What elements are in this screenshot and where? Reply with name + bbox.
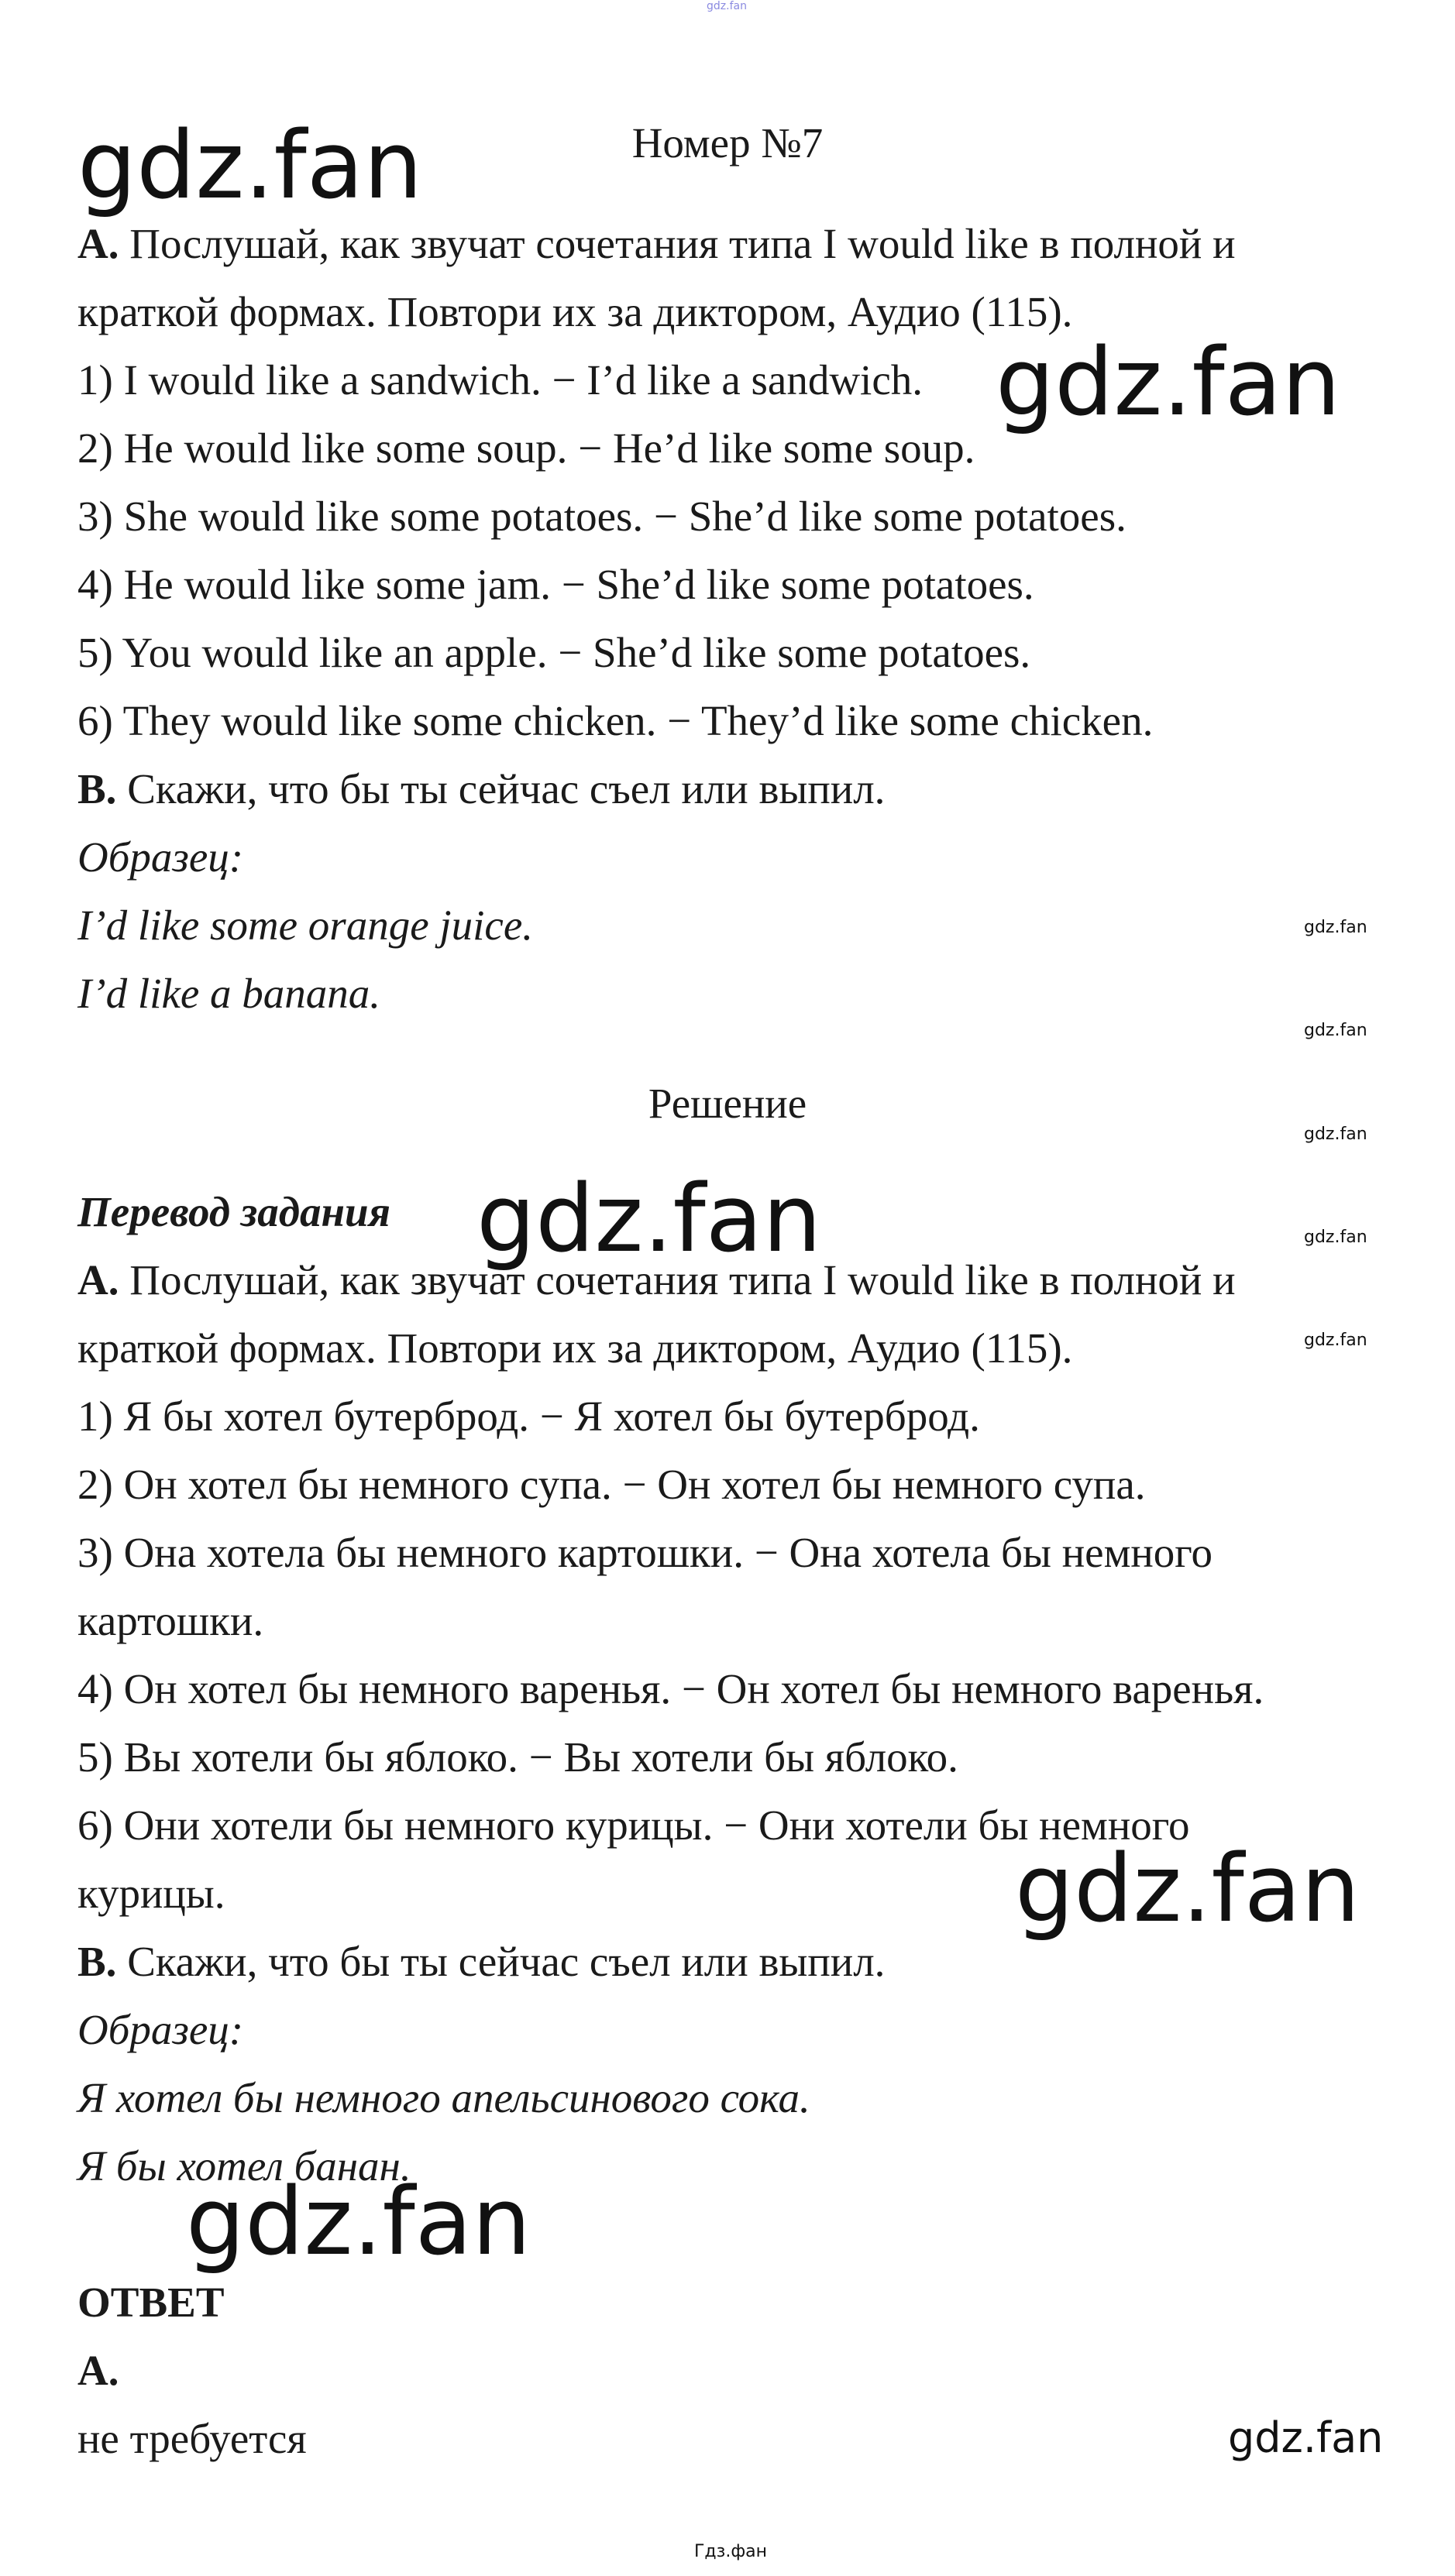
watermark-small-1: gdz.fan xyxy=(1304,918,1367,937)
watermark-small-2: gdz.fan xyxy=(1304,1021,1367,1040)
task-example-label: Образец: xyxy=(77,833,244,881)
solution-example-label: Образец: xyxy=(77,2006,244,2053)
solution-example-1: Я хотел бы немного апельсинового сока. xyxy=(77,2074,810,2121)
translation-heading: Перевод задания xyxy=(77,1188,390,1235)
solution-item-6: 6) Они хотели бы немного курицы. − Они хотели бы немного xyxy=(77,1801,1190,1849)
watermark-4: gdz.fan xyxy=(1015,1836,1360,1943)
task-item-2: 2) He would like some soup. − He’d like some soup. xyxy=(77,424,975,472)
solution-a-label: A. xyxy=(77,1256,119,1303)
task-a-line-1 xyxy=(77,217,1236,271)
task-item-3: 3) She would like some potatoes. − She’d like some potatoes. xyxy=(77,493,1127,540)
task-a-text-1: Послушай, как звучат сочетания типа I would like в полной и xyxy=(129,220,1236,267)
solution-b-line xyxy=(77,1935,885,1989)
watermark-small-4: gdz.fan xyxy=(1304,1228,1367,1247)
watermark-top: gdz.fan xyxy=(707,0,747,12)
watermark-1: gdz.fan xyxy=(77,112,423,220)
answer-a-label: A. xyxy=(77,2347,119,2394)
solution-item-1: 1) Я бы хотел бутерброд. − Я хотел бы бутерброд. xyxy=(77,1393,980,1440)
solution-b-text: Скажи, что бы ты сейчас съел или выпил. xyxy=(127,1938,886,1985)
solution-example-2: Я бы хотел банан. xyxy=(77,2142,411,2190)
task-item-4: 4) He would like some jam. − She’d like some potatoes. xyxy=(77,561,1034,608)
task-a-line-2: краткой формах. Повтори их за диктором, Аудио (115). xyxy=(77,288,1073,335)
watermark-footer: Гдз.фан xyxy=(694,2542,767,2561)
solution-item-2: 2) Он хотел бы немного супа. − Он хотел бы немного супа. xyxy=(77,1461,1146,1508)
task-item-5: 5) You would like an apple. − She’d like some potatoes. xyxy=(77,629,1031,676)
watermark-5: gdz.fan xyxy=(186,2169,531,2276)
answer-a-text: не требуется xyxy=(77,2415,307,2462)
solution-item-3: 3) Она хотела бы немного картошки. − Она хотела бы немного xyxy=(77,1529,1212,1576)
answer-heading: ОТВЕТ xyxy=(77,2279,225,2326)
task-example-2: I’d like a banana. xyxy=(77,970,381,1017)
watermark-small-5: gdz.fan xyxy=(1304,1331,1367,1350)
solution-a-line-2: краткой формах. Повтори их за диктором, Аудио (115). xyxy=(77,1324,1073,1372)
solution-title: Решение xyxy=(648,1080,807,1127)
task-item-1: 1) I would like a sandwich. − I’d like a sandwich. xyxy=(77,356,924,404)
task-example-1: I’d like some orange juice. xyxy=(77,902,534,949)
task-b-label: B. xyxy=(77,765,117,812)
solution-item-5: 5) Вы хотели бы яблоко. − Вы хотели бы яблоко. xyxy=(77,1733,958,1781)
solution-item-3-cont: картошки. xyxy=(77,1597,264,1644)
solution-item-6-cont: курицы. xyxy=(77,1870,225,1917)
solution-b-label: B. xyxy=(77,1938,117,1985)
task-b-line xyxy=(77,762,885,816)
solution-a-text-1: Послушай, как звучат сочетания типа I would like в полной и xyxy=(129,1256,1236,1303)
task-a-label: A. xyxy=(77,220,119,267)
task-b-text: Скажи, что бы ты сейчас съел или выпил. xyxy=(127,765,886,812)
solution-item-4: 4) Он хотел бы немного варенья. − Он хотел бы немного варенья. xyxy=(77,1665,1264,1712)
watermark-small-3: gdz.fan xyxy=(1304,1125,1367,1144)
watermark-2: gdz.fan xyxy=(996,329,1341,437)
task-item-6: 6) They would like some chicken. − They’d like some chicken. xyxy=(77,697,1154,744)
task-title: Номер №7 xyxy=(631,119,824,167)
watermark-6: gdz.fan xyxy=(1228,2413,1384,2462)
watermark-3: gdz.fan xyxy=(476,1166,822,1273)
